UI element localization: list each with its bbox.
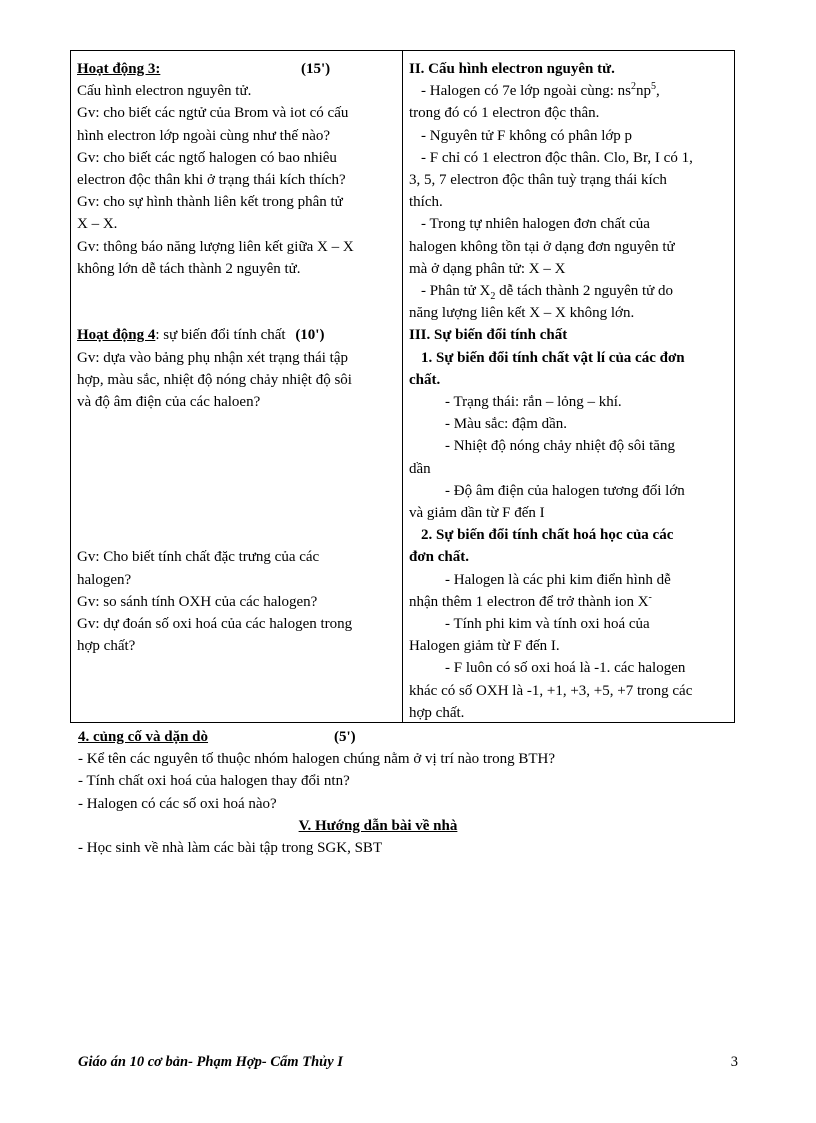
activity-3-line: Gv: thông báo năng lượng liên kết giữa X – X bbox=[77, 238, 354, 255]
text-part: np bbox=[635, 83, 651, 100]
section-3-1-title: chất. bbox=[409, 371, 441, 388]
consolidation-line: - Kể tên các nguyên tố thuộc nhóm halogen chúng nằm ở vị trí nào trong BTH? bbox=[78, 751, 555, 768]
activity-3-line: Gv: cho biết các ngtử của Brom và iot có cấu bbox=[77, 105, 349, 122]
section-3-2-item: - Halogen là các phi kim điển hình dễ bbox=[445, 571, 671, 588]
section-2-line: - Nguyên tử F không có phân lớp p bbox=[421, 127, 633, 144]
activity-3-line: Gv: cho biết các ngtố halogen có bao nhiêu bbox=[77, 149, 337, 166]
section-2-line: thích. bbox=[409, 194, 443, 211]
section-2-line: halogen không tồn tại ở dạng đơn nguyên tử bbox=[409, 238, 675, 255]
section-3-2-item: - F luôn có số oxi hoá là -1. các halogen bbox=[445, 660, 686, 677]
section-2-line: mà ở dạng phân tử: X – X bbox=[409, 260, 566, 277]
activity-4b-line: Gv: dự đoán số oxi hoá của các halogen trong bbox=[77, 616, 353, 633]
activity-4b-line: halogen? bbox=[77, 571, 132, 588]
section-3-1-title: 1. Sự biến đổi tính chất vật lí của các đơn bbox=[421, 349, 685, 366]
section-3-2-item: hợp chất. bbox=[409, 704, 465, 721]
activity-4-line: hợp, màu sắc, nhiệt độ nóng chảy nhiệt độ sôi bbox=[77, 371, 352, 388]
activity-4-line: Gv: dựa vào bảng phụ nhận xét trạng thái tập bbox=[77, 349, 348, 366]
section-3-1-item: dần bbox=[409, 460, 431, 477]
section-2-line: - Trong tự nhiên halogen đơn chất của bbox=[421, 216, 650, 233]
consolidation-section bbox=[78, 726, 738, 859]
page-number: 3 bbox=[730, 1054, 738, 1070]
section-2-line: trong đó có 1 electron độc thân. bbox=[409, 105, 600, 122]
consolidation-heading bbox=[78, 726, 738, 748]
homework-line: - Học sinh về nhà làm các bài tập trong SGK, SBT bbox=[78, 840, 383, 857]
section-3-1-item: - Độ âm điện của halogen tương đối lớn bbox=[445, 482, 685, 499]
text-part: dễ tách thành 2 nguyên tử do bbox=[495, 283, 674, 300]
superscript: - bbox=[648, 591, 652, 603]
lesson-table bbox=[70, 50, 735, 723]
section-2-line bbox=[409, 280, 728, 302]
activity-4-title: Hoạt động 4 bbox=[77, 327, 156, 344]
activity-4b-line: Gv: Cho biết tính chất đặc trưng của các bbox=[77, 549, 320, 566]
content-column bbox=[403, 51, 734, 722]
section-3-2-item: - Tính phi kim và tính oxi hoá của bbox=[445, 616, 650, 633]
section-3-title: III. Sự biến đổi tính chất bbox=[409, 327, 568, 344]
section-2-line: - F chỉ có 1 electron độc thân. Clo, Br, I có 1, bbox=[421, 149, 693, 166]
activity-3-line: không lớn dễ tách thành 2 nguyên tử. bbox=[77, 260, 301, 277]
consolidation-time: (5') bbox=[334, 729, 356, 745]
activity-4b-line: Gv: so sánh tính OXH của các halogen? bbox=[77, 593, 318, 610]
activity-3-time: (15') bbox=[301, 61, 331, 77]
homework-heading bbox=[78, 815, 738, 837]
text-part: - Halogen có 7e lớp ngoài cùng: ns bbox=[421, 83, 631, 100]
section-3-2-title: 2. Sự biến đổi tính chất hoá học của các bbox=[421, 527, 674, 544]
section-3-1-item: - Trạng thái: rắn – lỏng – khí. bbox=[445, 394, 622, 411]
footer-text: Giáo án 10 cơ bản- Phạm Hợp- Cẩm Thủy I bbox=[78, 1054, 343, 1070]
section-2-title: II. Cấu hình electron nguyên tử. bbox=[409, 61, 615, 77]
activity-3-title: Hoạt động 3: bbox=[77, 61, 161, 77]
section-3-2-title: đơn chất. bbox=[409, 549, 469, 566]
activity-3-line: hình electron lớp ngoài cùng như thế nào? bbox=[77, 127, 331, 144]
section-3-1-item: - Màu sắc: đậm dần. bbox=[445, 416, 568, 433]
activity-4-subtitle: : sự biến đổi tính chất bbox=[155, 327, 286, 344]
teacher-activities-column bbox=[71, 51, 403, 722]
section-3-2-item: khác có số OXH là -1, +1, +3, +5, +7 trong các bbox=[409, 682, 693, 699]
superscript: 5 bbox=[650, 81, 656, 93]
page-footer bbox=[78, 1054, 738, 1071]
text-part: nhận thêm 1 electron để trở thành ion X bbox=[409, 593, 649, 610]
section-3-1-item: và giảm dần từ F đến I bbox=[409, 505, 545, 522]
section-3-2-item: Halogen giảm từ F đến I. bbox=[409, 638, 560, 655]
section-2-line: 3, 5, 7 electron độc thân tuỳ trạng thái kích bbox=[409, 172, 667, 189]
activity-4b-line: hợp chất? bbox=[77, 638, 136, 655]
consolidation-line: - Tính chất oxi hoá của halogen thay đổi ntn? bbox=[78, 773, 350, 790]
consolidation-line: - Halogen có các số oxi hoá nào? bbox=[78, 795, 277, 812]
section-2-line: năng lượng liên kết X – X không lớn. bbox=[409, 305, 635, 322]
text-part: - Phân tử X bbox=[421, 283, 491, 300]
activity-3-line: electron độc thân khi ở trạng thái kích thích? bbox=[77, 172, 346, 189]
activity-3-line: X – X. bbox=[77, 216, 118, 233]
activity-3-line: Cấu hình electron nguyên tử. bbox=[77, 83, 252, 100]
consolidation-title: 4. củng cố và dặn dò bbox=[78, 729, 209, 745]
activity-3-line: Gv: cho sự hình thành liên kết trong phân tử bbox=[77, 194, 343, 211]
section-3-2-item bbox=[409, 591, 728, 613]
activity-4-line: và độ âm điện của các haloen? bbox=[77, 394, 261, 411]
activity-4-time: (10') bbox=[295, 327, 325, 344]
section-3-1-item: - Nhiệt độ nóng chảy nhiệt độ sôi tăng bbox=[445, 438, 675, 455]
activity-4-heading bbox=[77, 324, 396, 346]
homework-title: V. Hướng dẫn bài về nhà bbox=[298, 817, 458, 834]
superscript: 2 bbox=[630, 81, 636, 93]
section-2-line bbox=[409, 80, 728, 102]
activity-3-heading bbox=[77, 58, 396, 80]
text-part: , bbox=[655, 83, 660, 100]
subscript: 2 bbox=[490, 291, 496, 303]
